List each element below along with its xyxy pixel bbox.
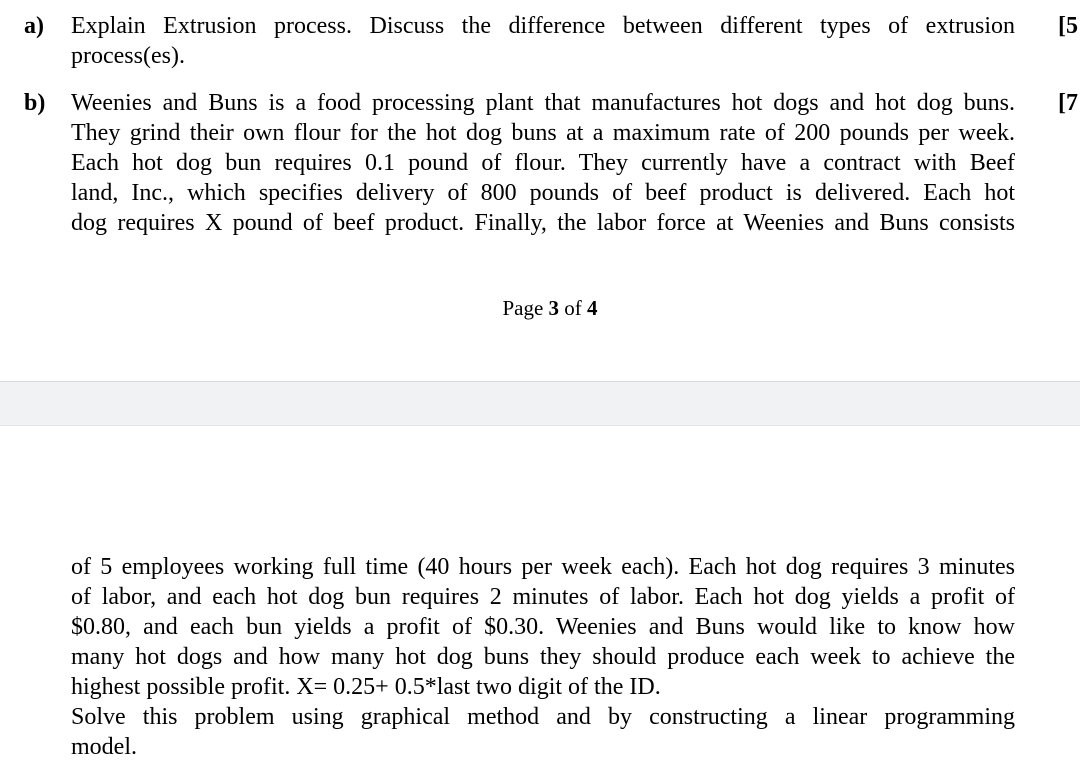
question-a-label: a) xyxy=(24,13,44,39)
question-b-line: They grind their own flour for the hot dog buns at a maximum rate of 200 pounds per week. xyxy=(71,120,1015,146)
total-pages: 4 xyxy=(587,296,598,320)
question-b-line: Each hot dog bun requires 0.1 pound of flour. They currently have a contract with Beef xyxy=(71,150,1015,176)
question-a-line: process(es). xyxy=(71,43,185,69)
current-page: 3 xyxy=(548,296,560,320)
question-b-line: highest possible profit. X= 0.25+ 0.5*last two digit of the ID. xyxy=(71,674,661,700)
of-word: of xyxy=(564,296,582,320)
question-b-line: of labor, and each hot dog bun requires 2 minutes of labor. Each hot dog yields a profit of xyxy=(71,584,1015,610)
question-b-line: Weenies and Buns is a food processing plant that manufactures hot dogs and hot dog buns. xyxy=(71,90,1015,116)
question-b-text-part1 xyxy=(71,88,1015,238)
question-b-line: of 5 employees working full time (40 hours per week each). Each hot dog requires 3 minutes xyxy=(71,554,1015,580)
question-b-line: Solve this problem using graphical method and by constructing a linear programming xyxy=(71,704,1015,730)
question-b-marks: [7 xyxy=(1058,90,1078,116)
question-b-line: dog requires X pound of beef product. Finally, the labor force at Weenies and Buns consists xyxy=(71,210,1015,236)
document-page-4 xyxy=(0,426,1080,770)
question-a-line: Explain Extrusion process. Discuss the difference between different types of extrusion xyxy=(71,13,1015,39)
question-b-line: $0.80, and each bun yields a profit of $0.30. Weenies and Buns would like to know how xyxy=(71,614,1015,640)
page-number xyxy=(0,295,1080,321)
page-separator xyxy=(0,381,1080,426)
page-word: Page xyxy=(502,296,544,320)
document-page-3 xyxy=(0,0,1080,381)
question-b-line: land, Inc., which specifies delivery of 800 pounds of beef product is delivered. Each hot xyxy=(71,180,1015,206)
question-b-text-part2 xyxy=(71,552,1015,762)
question-a-text xyxy=(71,11,1015,71)
question-b-line: many hot dogs and how many hot dog buns they should produce each week to achieve the xyxy=(71,644,1015,670)
question-b-label: b) xyxy=(24,90,46,116)
question-b-line: model. xyxy=(71,734,137,760)
question-a-marks: [5 xyxy=(1058,13,1078,39)
